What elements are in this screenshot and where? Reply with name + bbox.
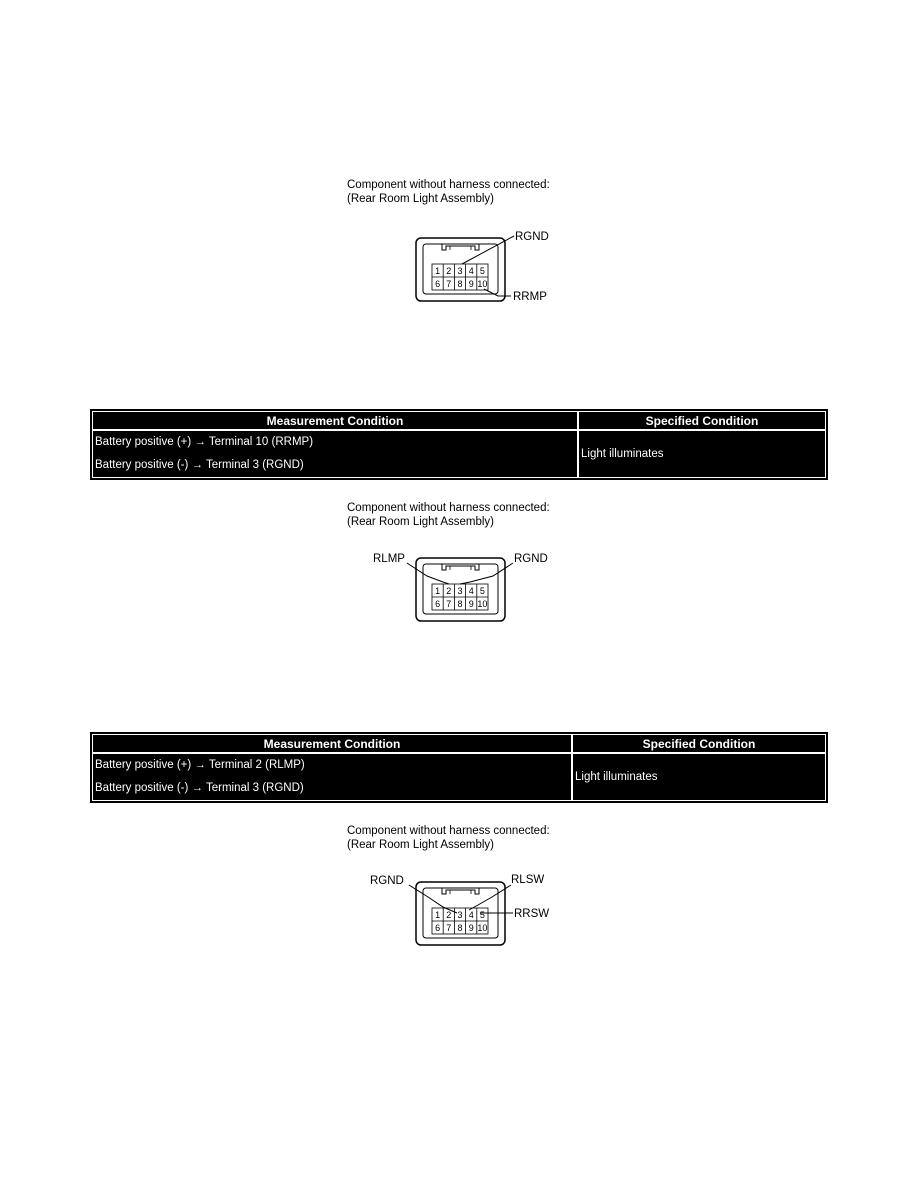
caption-line-1: Component without harness connected: bbox=[347, 179, 550, 191]
terminal-7: 7 bbox=[446, 599, 452, 609]
specified-condition-cell: Light illuminates bbox=[578, 430, 826, 478]
header-measurement-condition: Measurement Condition bbox=[92, 411, 578, 430]
terminal-7: 7 bbox=[446, 923, 452, 933]
condition-line-2: Battery positive (-) → Terminal 3 (RGND) bbox=[95, 459, 304, 471]
condition-line-1: Battery positive (+) → Terminal 2 (RLMP) bbox=[95, 759, 305, 771]
measurement-condition-cell bbox=[92, 753, 572, 801]
leader-line-rlmp bbox=[407, 563, 449, 584]
terminal-4: 4 bbox=[468, 266, 474, 276]
component-caption-3 bbox=[347, 824, 550, 852]
condition-line-2: Battery positive (-) → Terminal 3 (RGND) bbox=[95, 782, 304, 794]
condition-table-2 bbox=[90, 732, 828, 803]
connector-lock-tab bbox=[442, 244, 479, 250]
label-rlsw: RLSW bbox=[511, 874, 545, 886]
component-caption-1 bbox=[347, 178, 550, 206]
terminal-6: 6 bbox=[435, 599, 441, 609]
measurement-condition-cell bbox=[92, 430, 578, 478]
terminal-6: 6 bbox=[435, 279, 441, 289]
terminal-9: 9 bbox=[468, 599, 474, 609]
header-measurement-condition: Measurement Condition bbox=[92, 734, 572, 753]
condition-line-1: Battery positive (+) → Terminal 10 (RRMP) bbox=[95, 436, 314, 448]
label-rgnd: RGND bbox=[514, 553, 548, 565]
specified-condition-cell: Light illuminates bbox=[572, 753, 826, 801]
condition-table-1 bbox=[90, 409, 828, 480]
label-rgnd: RGND bbox=[515, 231, 549, 243]
caption-line-2: (Rear Room Light Assembly) bbox=[347, 839, 494, 851]
label-rlmp: RLMP bbox=[373, 553, 405, 565]
header-specified-condition: Specified Condition bbox=[572, 734, 826, 753]
terminal-2: 2 bbox=[446, 266, 452, 276]
label-rgnd: RGND bbox=[370, 875, 404, 887]
terminal-5: 5 bbox=[479, 586, 485, 596]
terminal-7: 7 bbox=[446, 279, 452, 289]
terminal-4: 4 bbox=[468, 910, 474, 920]
connector-diagram-2 bbox=[330, 545, 580, 630]
caption-line-2: (Rear Room Light Assembly) bbox=[347, 516, 494, 528]
terminal-6: 6 bbox=[435, 923, 441, 933]
connector-diagram-1 bbox=[380, 225, 580, 310]
terminal-9: 9 bbox=[468, 923, 474, 933]
terminal-2: 2 bbox=[446, 910, 452, 920]
terminal-8: 8 bbox=[457, 923, 463, 933]
terminal-3: 3 bbox=[457, 910, 463, 920]
terminal-5: 5 bbox=[479, 266, 485, 276]
caption-line-1: Component without harness connected: bbox=[347, 502, 550, 514]
terminal-1: 1 bbox=[435, 266, 441, 276]
connector-lock-tab bbox=[442, 888, 479, 894]
terminal-9: 9 bbox=[468, 279, 474, 289]
terminal-5: 5 bbox=[479, 910, 485, 920]
caption-line-2: (Rear Room Light Assembly) bbox=[347, 193, 494, 205]
terminal-10: 10 bbox=[477, 599, 488, 609]
component-caption-2 bbox=[347, 501, 550, 529]
terminal-2: 2 bbox=[446, 586, 452, 596]
caption-line-1: Component without harness connected: bbox=[347, 825, 550, 837]
terminal-8: 8 bbox=[457, 279, 463, 289]
label-rrmp: RRMP bbox=[513, 291, 547, 303]
terminal-3: 3 bbox=[457, 266, 463, 276]
terminal-4: 4 bbox=[468, 586, 474, 596]
label-rrsw: RRSW bbox=[514, 908, 550, 920]
connector-lock-tab bbox=[442, 564, 479, 570]
terminal-1: 1 bbox=[435, 586, 441, 596]
terminal-10: 10 bbox=[477, 923, 488, 933]
connector-diagram-3 bbox=[330, 869, 580, 954]
terminal-10: 10 bbox=[477, 279, 488, 289]
terminal-3: 3 bbox=[457, 586, 463, 596]
header-specified-condition: Specified Condition bbox=[578, 411, 826, 430]
terminal-8: 8 bbox=[457, 599, 463, 609]
leader-line-rgnd bbox=[462, 236, 514, 264]
terminal-1: 1 bbox=[435, 910, 441, 920]
